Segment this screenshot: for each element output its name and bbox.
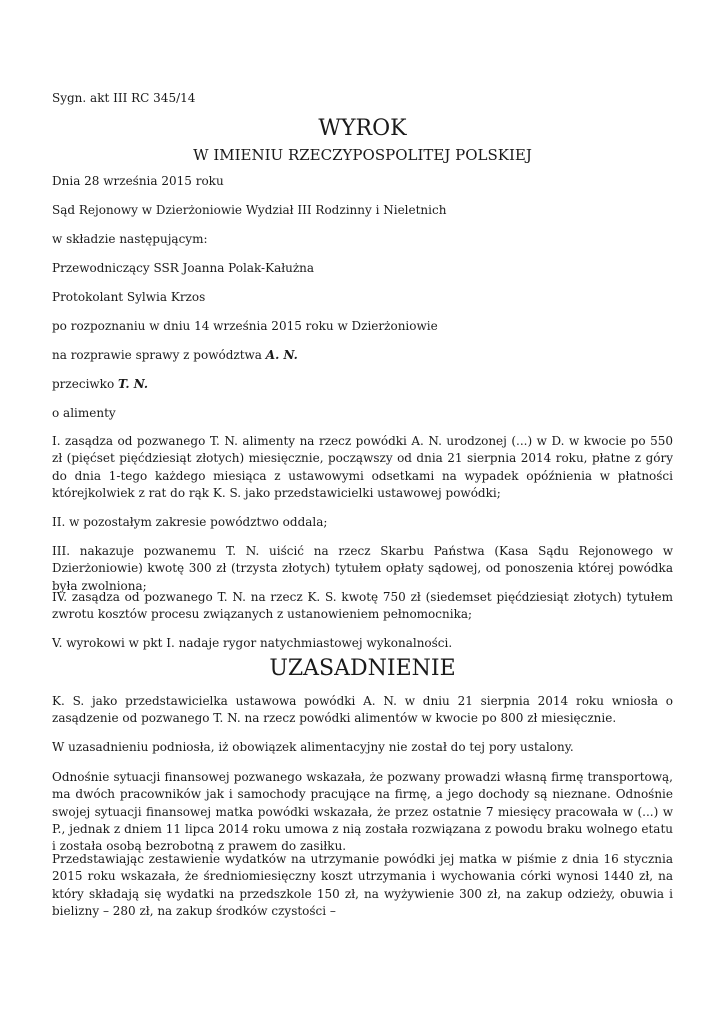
justification-paragraph: Przedstawiając zestawienie wydatków na utrzymanie powódki jej matka w piśmie z dnia 16 stycznia 2015 roku wskazała, że średniomiesięczny koszt utrzymania i wychowania córki wynosi 1440 zł, na który składają się wydatki na przedszkole 150 zł, na wyżywienie 300 zł, na zakup odzieży, obuwia i bielizny – 280 zł, na zakup środków czystości –: [52, 852, 673, 918]
justification-paragraph: K. S. jako przedstawicielka ustawowa powódki A. N. w dniu 21 sierpnia 2014 roku wniosła o zasądzenie od pozwanego T. N. na rzecz powódki alimentów w kwocie po 800 zł miesięcznie.: [52, 694, 673, 726]
composition-label: w składzie następującym:: [52, 232, 208, 246]
court-name: Sąd Rejonowy w Dzierżoniowie Wydział III Rodzinny i Nieletnich: [52, 203, 447, 217]
case-plaintiff-line: [52, 347, 673, 364]
justification-paragraph: Odnośnie sytuacji finansowej pozwanego wskazała, że pozwany prowadzi własną firmę transportową, ma dwóch pracowników jak i samochody pracujące na firmę, a jego dochody są nieznane. Odnośnie swojej sytuacji finansowej matka powódki wskazała, że przez ostatnie 7 miesięcy pracowała w (...) w P., jednak z dniem 11 lipca 2014 roku umowa z nią została rozwiązana z powodu braku wolnego etatu i została osobą bezrobotną z prawem do zasiłku.: [52, 770, 673, 854]
judgment-title: WYROK: [318, 116, 407, 141]
judgment-subtitle: W IMIENIU RZECZYPOSPOLITEJ POLSKIEJ: [193, 146, 532, 164]
judgment-date: Dnia 28 września 2015 roku: [52, 174, 224, 188]
justification-title: UZASADNIENIE: [269, 656, 456, 681]
case-signature: Sygn. akt III RC 345/14: [52, 91, 196, 105]
plaintiff-name: A. N.: [265, 348, 298, 362]
ruling-item: III. nakazuje pozwanemu T. N. uiścić na rzecz Skarbu Państwa (Kasa Sądu Rejonowego w Dzierżoniowie) kwotę 300 zł (trzysta złotych) tytułem opłaty sądowej, od ponoszenia której powódka była zwolniona;: [52, 544, 673, 593]
justification-paragraph: W uzasadnieniu podniosła, iż obowiązek alimentacyjny nie został do tej pory ustalony.: [52, 740, 574, 754]
defendant-name: T. N.: [117, 377, 149, 391]
case-prefix: na rozprawie sprawy z powództwa: [52, 348, 266, 362]
ruling-item: V. wyrokowi w pkt I. nadaje rygor natychmiastowej wykonalności.: [52, 636, 453, 650]
court-clerk: Protokolant Sylwia Krzos: [52, 290, 206, 304]
case-subject: o alimenty: [52, 406, 116, 420]
presiding-judge: Przewodniczący SSR Joanna Polak-Kałużna: [52, 261, 315, 275]
against-prefix: przeciwko: [52, 377, 118, 391]
ruling-item: IV. zasądza od pozwanego T. N. na rzecz K. S. kwotę 750 zł (siedemset pięćdziesiąt złotych) tytułem zwrotu kosztów procesu związanych z ustanowieniem pełnomocnika;: [52, 590, 673, 622]
case-defendant-line: [52, 376, 673, 393]
ruling-item: II. w pozostałym zakresie powództwo oddala;: [52, 515, 328, 529]
hearing-info: po rozpoznaniu w dniu 14 września 2015 roku w Dzierżoniowie: [52, 319, 438, 333]
ruling-item: I. zasądza od pozwanego T. N. alimenty na rzecz powódki A. N. urodzonej (...) w D. w kwocie po 550 zł (pięćset pięćdziesiąt złotych) miesięcznie, począwszy od dnia 21 sierpnia 2014 roku, płatne z góry do dnia 1-tego każdego miesiąca z ustawowymi odsetkami na wypadek opóźnienia w płatności którejkolwiek z rat do rąk K. S. jako przedstawicielki ustawowej powódki;: [52, 434, 673, 500]
